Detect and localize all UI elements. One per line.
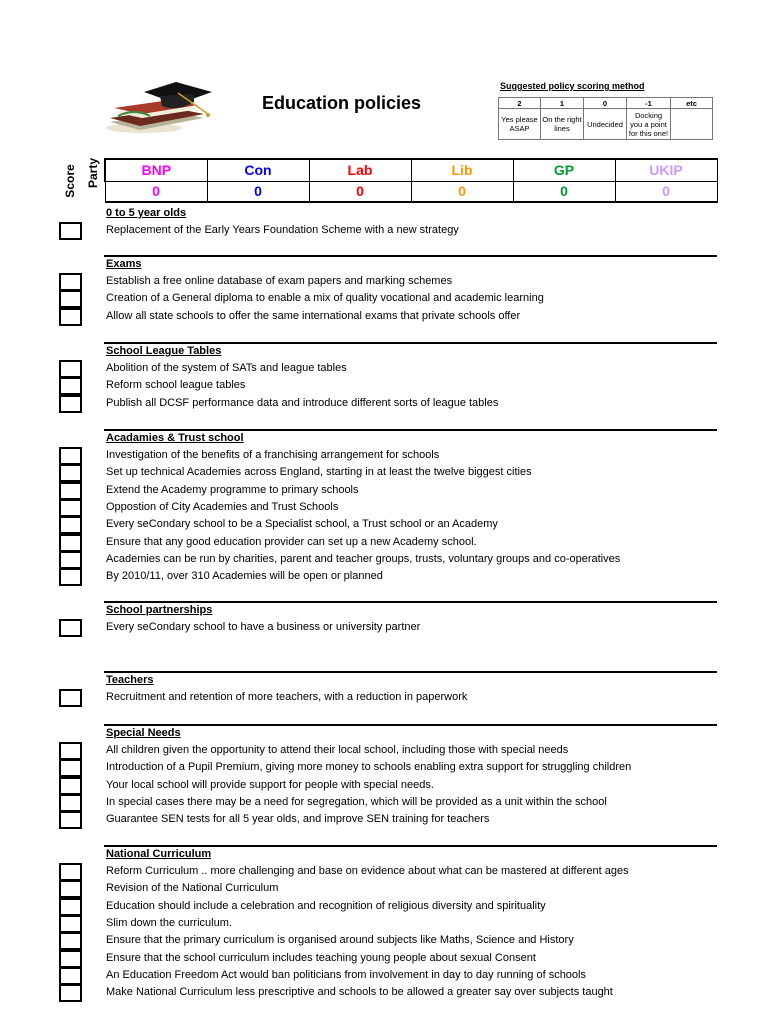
section-divider: [104, 429, 717, 431]
score-entry-box[interactable]: [59, 932, 82, 950]
score-entry-box[interactable]: [59, 898, 82, 916]
score-entry-box[interactable]: [59, 482, 82, 500]
scoring-value: etc: [671, 98, 713, 109]
policy-item: Ensure that the school curriculum includes teaching young people about sexual Consent: [106, 951, 536, 964]
party-name-lab: Lab: [309, 159, 411, 181]
policy-item: Set up technical Academies across England, starting in at least the twelve biggest cities: [106, 466, 532, 479]
policy-item: Education should include a celebration and recognition of religious diversity and spirituality: [106, 899, 546, 912]
score-entry-box[interactable]: [59, 395, 82, 413]
graduation-cap-books-icon: [104, 78, 216, 134]
score-entry-box[interactable]: [59, 308, 82, 326]
scoring-description: Docking you a point for this one!: [627, 109, 671, 140]
score-entry-box[interactable]: [59, 222, 82, 240]
policy-item: Investigation of the benefits of a franchising arrangement for schools: [106, 449, 440, 461]
party-score-bnp: 0: [105, 181, 207, 202]
section-heading: Special Needs: [106, 727, 181, 739]
policy-item: Abolition of the system of SATs and league tables: [106, 362, 347, 374]
party-name-bnp: BNP: [105, 159, 207, 181]
score-entry-box[interactable]: [59, 447, 82, 465]
scoring-method-table: [498, 97, 713, 140]
page-title: Education policies: [262, 93, 422, 113]
party-score-gp: 0: [513, 181, 615, 202]
score-entry-box[interactable]: [59, 742, 82, 760]
party-name-lib: Lib: [411, 159, 513, 181]
policy-item: Every seCondary school to be a Specialist school, a Trust school or an Academy: [106, 518, 498, 531]
score-entry-box[interactable]: [59, 568, 82, 586]
party-row-label: Party: [86, 157, 100, 189]
score-entry-box[interactable]: [59, 689, 82, 707]
score-column-label: Score: [63, 164, 77, 198]
score-entry-box[interactable]: [59, 499, 82, 517]
policy-item: Academies can be run by charities, parent and teacher groups, trusts, voluntary groups and co-operatives: [106, 552, 621, 565]
policy-item: By 2010/11, over 310 Academies will be open or planned: [106, 570, 383, 583]
score-entry-box[interactable]: [59, 759, 82, 777]
party-name-con: Con: [207, 159, 309, 181]
score-entry-box[interactable]: [59, 290, 82, 308]
score-entry-box[interactable]: [59, 273, 82, 291]
policy-item: Replacement of the Early Years Foundation Scheme with a new strategy: [106, 224, 459, 236]
policy-item: Ensure that any good education provider can set up a new Academy school.: [106, 535, 477, 548]
score-entry-box[interactable]: [59, 950, 82, 968]
policy-item: Allow all state schools to offer the same international exams that private schools offer: [106, 309, 521, 322]
score-entry-box[interactable]: [59, 777, 82, 795]
score-entry-box[interactable]: [59, 794, 82, 812]
party-score-table: [104, 158, 718, 203]
policy-item: Oppostion of City Academies and Trust Schools: [106, 500, 339, 513]
score-entry-box[interactable]: [59, 551, 82, 569]
policy-item: Reform school league tables: [106, 379, 246, 392]
scoring-description: On the right lines: [541, 109, 584, 140]
section-divider: [104, 845, 717, 847]
policy-item: Recruitment and retention of more teachers, with a reduction in paperwork: [106, 691, 468, 703]
score-entry-box[interactable]: [59, 967, 82, 985]
policy-item: Creation of a General diploma to enable a mix of quality vocational and academic learning: [106, 292, 544, 305]
section-heading: School partnerships: [106, 604, 213, 616]
section-heading: 0 to 5 year olds: [106, 207, 187, 219]
section-heading: National Curriculum: [106, 848, 212, 860]
scoring-description: Yes please ASAP: [499, 109, 541, 140]
party-score-lab: 0: [309, 181, 411, 202]
section-divider: [104, 342, 717, 344]
policy-item: Your local school will provide support for people with special needs.: [106, 778, 434, 791]
party-score-ukip: 0: [615, 181, 717, 202]
section-divider: [104, 255, 717, 257]
section-divider: [104, 671, 717, 673]
score-entry-box[interactable]: [59, 880, 82, 898]
policy-item: Guarantee SEN tests for all 5 year olds, and improve SEN training for teachers: [106, 813, 490, 826]
section-heading: School League Tables: [106, 345, 222, 357]
scoring-method-title: Suggested policy scoring method: [500, 81, 645, 91]
policy-item: Establish a free online database of exam papers and marking schemes: [106, 275, 453, 287]
score-entry-box[interactable]: [59, 811, 82, 829]
policy-item: An Education Freedom Act would ban politicians from involvement in day to day running of schools: [106, 968, 586, 981]
score-entry-box[interactable]: [59, 984, 82, 1002]
score-entry-box[interactable]: [59, 534, 82, 552]
party-name-gp: GP: [513, 159, 615, 181]
scoring-description: [671, 109, 713, 140]
score-entry-box[interactable]: [59, 619, 82, 637]
section-divider: [104, 724, 717, 726]
score-entry-box[interactable]: [59, 360, 82, 378]
section-heading: Teachers: [106, 674, 154, 686]
scoring-value: 2: [499, 98, 541, 109]
policy-item: Reform Curriculum .. more challenging and base on evidence about what can be mastered at different ages: [106, 865, 629, 877]
policy-item: Revision of the National Curriculum: [106, 882, 279, 895]
party-name-ukip: UKIP: [615, 159, 717, 181]
policy-item: Extend the Academy programme to primary schools: [106, 483, 359, 496]
scoring-value: 0: [584, 98, 627, 109]
scoring-description: Undecided: [584, 109, 627, 140]
party-score-lib: 0: [411, 181, 513, 202]
policy-item: Introduction of a Pupil Premium, giving more money to schools enabling extra support for struggling children: [106, 761, 632, 774]
policy-item: Every seCondary school to have a business or university partner: [106, 621, 421, 633]
score-entry-box[interactable]: [59, 516, 82, 534]
scoring-value: -1: [627, 98, 671, 109]
scoring-value: 1: [541, 98, 584, 109]
policy-item: All children given the opportunity to attend their local school, including those with special needs: [106, 744, 569, 756]
policy-item: Make National Curriculum less prescriptive and schools to be allowed a greater say over subjects taught: [106, 986, 613, 999]
section-heading: Exams: [106, 258, 142, 270]
party-score-con: 0: [207, 181, 309, 202]
score-entry-box[interactable]: [59, 377, 82, 395]
policy-item: Slim down the curriculum.: [106, 916, 232, 929]
policy-item: In special cases there may be a need for segregation, which will be provided as a unit within the school: [106, 795, 607, 808]
score-entry-box[interactable]: [59, 863, 82, 881]
section-divider: [104, 601, 717, 603]
score-entry-box[interactable]: [59, 464, 82, 482]
policy-item: Publish all DCSF performance data and introduce different sorts of league tables: [106, 396, 499, 409]
policy-item: Ensure that the primary curriculum is organised around subjects like Maths, Science and History: [106, 934, 574, 947]
score-entry-box[interactable]: [59, 915, 82, 933]
section-heading: Acadamies & Trust school: [106, 432, 244, 444]
